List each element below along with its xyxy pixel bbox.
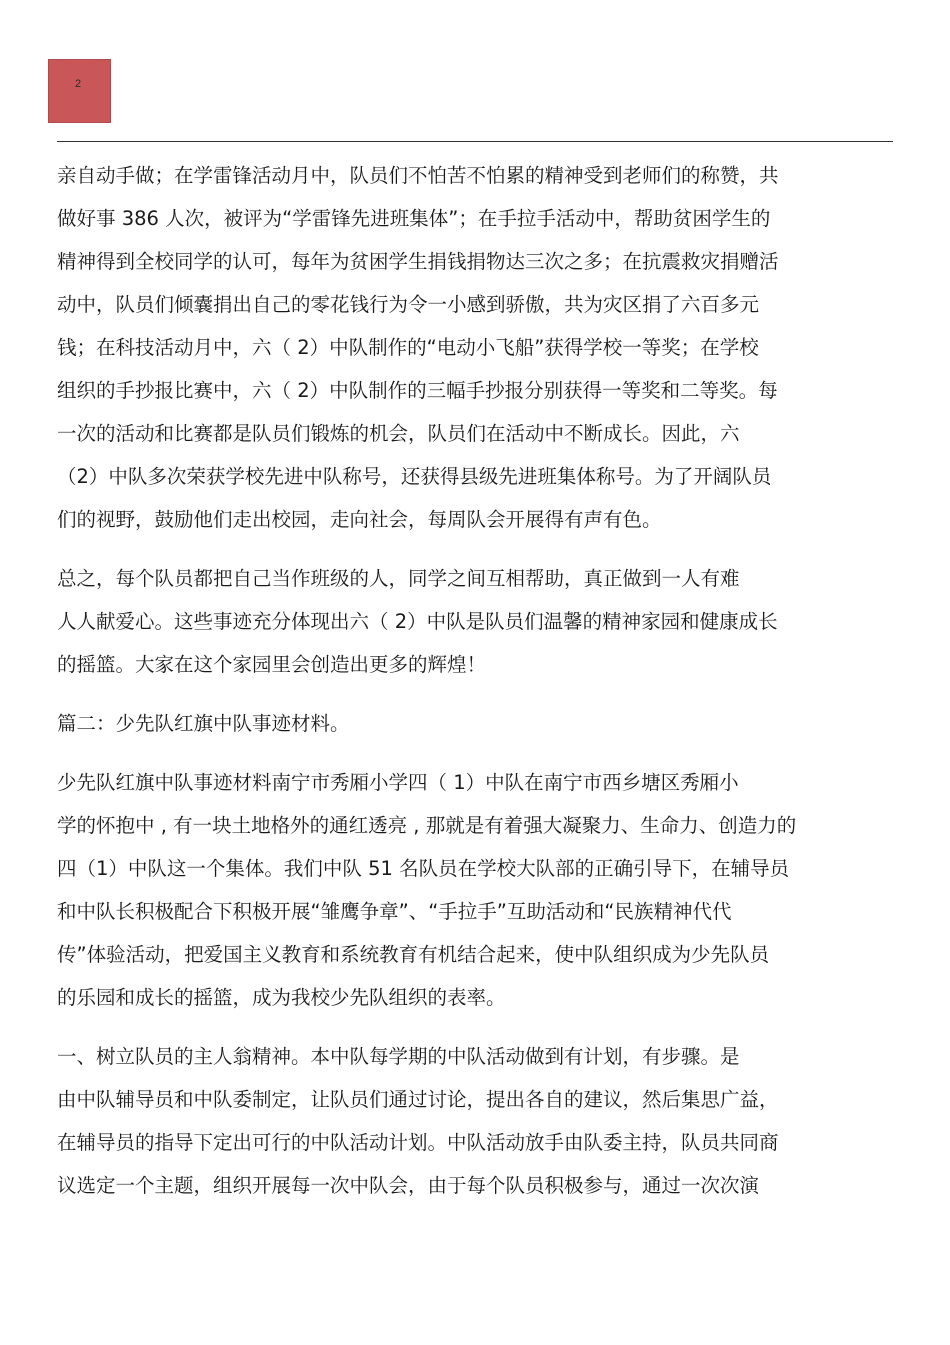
text-line: 人人献爱心。这些事迹充分体现出六（ 2）中队是队员们温馨的精神家园和健康成长 <box>57 610 778 633</box>
text-line: 总之，每个队员都把自己当作班级的人，同学之间互相帮助，真正做到一人有难 <box>57 567 740 590</box>
text-line: 精神得到全校同学的认可，每年为贫困学生捐钱捐物达三次之多；在抗震救灾捐赠活 <box>57 250 779 273</box>
text-line: 钱；在科技活动月中，六（ 2）中队制作的“电动小飞船”获得学校一等奖；在学校 <box>57 336 759 359</box>
text-line: 一次的活动和比赛都是队员们锻炼的机会，队员们在活动中不断成长。因此，六 <box>57 422 740 445</box>
text-line: 组织的手抄报比赛中，六（ 2）中队制作的三幅手抄报分别获得一等奖和二等奖。每 <box>57 379 778 402</box>
text-line: 少先队红旗中队事迹材料南宁市秀厢小学四（ 1）中队在南宁市西乡塘区秀厢小 <box>57 771 739 794</box>
header-rule <box>57 141 893 142</box>
text-line: 和中队长积极配合下积极开展“雏鹰争章”、“手拉手”互助活动和“民族精神代代 <box>57 900 732 923</box>
text-line: 的乐园和成长的摇篮，成为我校少先队组织的表率。 <box>57 986 506 1009</box>
text-line: 一、树立队员的主人翁精神。本中队每学期的中队活动做到有计划，有步骤。是 <box>57 1045 740 1068</box>
text-line: 传”体验活动，把爱国主义教育和系统教育有机结合起来，使中队组织成为少先队员 <box>57 943 770 966</box>
page-number: 2 <box>75 78 82 90</box>
section-heading: 篇二：少先队红旗中队事迹材料。 <box>57 712 350 735</box>
text-line: 们的视野，鼓励他们走出校园，走向社会，每周队会开展得有声有色。 <box>57 508 662 531</box>
text-line: 动中，队员们倾囊捐出自己的零花钱行为令一小感到骄傲，共为灾区捐了六百多元 <box>57 293 760 316</box>
page-number-badge <box>48 59 111 123</box>
text-line: 亲自动手做；在学雷锋活动月中，队员们不怕苦不怕累的精神受到老师们的称赞，共 <box>57 164 779 187</box>
document-body <box>57 154 877 1207</box>
text-line: 在辅导员的指导下定出可行的中队活动计划。中队活动放手由队委主持，队员共同商 <box>57 1131 779 1154</box>
text-line: 做好事 386 人次，被评为“学雷锋先进班集体”；在手拉手活动中，帮助贫困学生的 <box>57 207 771 230</box>
text-line: 四（1）中队这一个集体。我们中队 51 名队员在学校大队部的正确引导下，在辅导员 <box>57 857 790 880</box>
text-line: 的摇篮。大家在这个家园里会创造出更多的辉煌！ <box>57 653 487 676</box>
text-line: 由中队辅导员和中队委制定，让队员们通过讨论，提出各自的建议，然后集思广益， <box>57 1088 779 1111</box>
text-line: 学的怀抱中 , 有一块土地格外的通红透亮 , 那就是有着强大凝聚力、生命力、创造力的 <box>57 814 797 837</box>
text-line: （2）中队多次荣获学校先进中队称号，还获得县级先进班集体称号。为了开阔队员 <box>57 465 772 488</box>
text-line: 议选定一个主题，组织开展每一次中队会，由于每个队员积极参与，通过一次次演 <box>57 1174 760 1197</box>
